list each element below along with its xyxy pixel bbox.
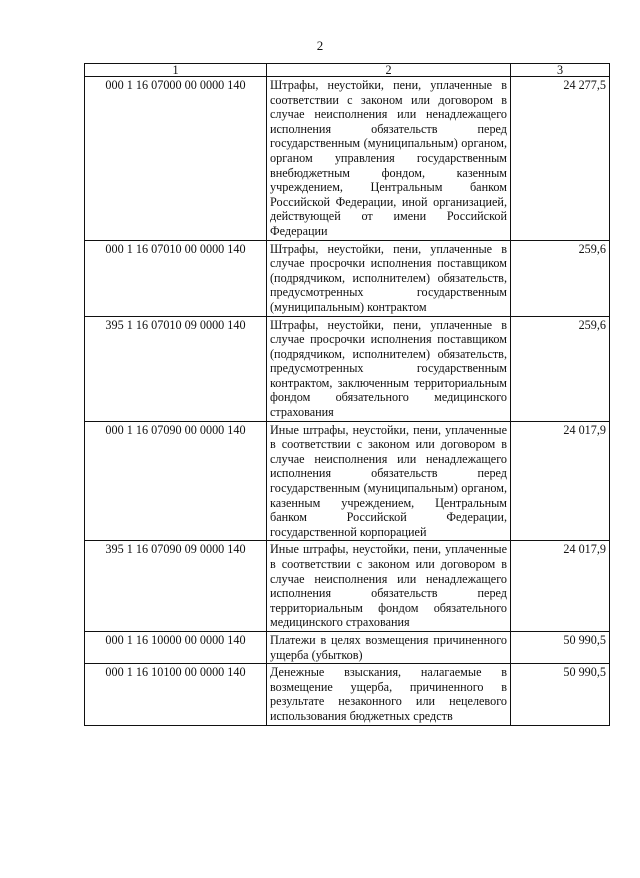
table-row: [85, 77, 610, 241]
row-code: 000 1 16 10000 00 0000 140: [85, 631, 267, 663]
row-amount: 50 990,5: [511, 631, 610, 663]
page-number: 2: [316, 38, 324, 53]
row-description: Платежи в целях возмещения причиненного ущерба (убытков): [267, 631, 511, 663]
row-amount: 259,6: [511, 240, 610, 316]
table-header-row: [85, 64, 610, 77]
budget-table: [84, 63, 610, 726]
row-description: Иные штрафы, неустойки, пени, уплаченные в соответствии с законом или договором в случае неисполнения или ненадлежащего исполнения обязательств перед государственным (муниципальным) органом, казенным учреждением, Центральным банком Российской Федерации, государственной корпорацией: [267, 421, 511, 541]
table-row: [85, 316, 610, 421]
row-description: Штрафы, неустойки, пени, уплаченные в соответствии с законом или договором в случае неисполнения или ненадлежащего исполнения обязательств перед государственным (муниципальным) органом, органом управления государственным внебюджетным фондом, казенным учреждением, Центральным банком Российской Федерации, иной организацией, действующей от имени Российской Федерации: [267, 77, 511, 241]
table-row: [85, 664, 610, 725]
row-code: 000 1 16 07000 00 0000 140: [85, 77, 267, 241]
row-description: Штрафы, неустойки, пени, уплаченные в случае просрочки исполнения поставщиком (подрядчиком, исполнителем) обязательств, предусмотренных государственным контрактом, заключенным территориальным фондом обязательного медицинского страхования: [267, 316, 511, 421]
table-row: [85, 631, 610, 663]
row-amount: 259,6: [511, 316, 610, 421]
row-code: 000 1 16 07090 00 0000 140: [85, 421, 267, 541]
row-description: Штрафы, неустойки, пени, уплаченные в случае просрочки исполнения поставщиком (подрядчиком, исполнителем) обязательств, предусмотренных государственным (муниципальным) контрактом: [267, 240, 511, 316]
column-header-amount: 3: [511, 64, 610, 77]
row-code: 000 1 16 07010 00 0000 140: [85, 240, 267, 316]
row-code: 395 1 16 07010 09 0000 140: [85, 316, 267, 421]
row-description: Денежные взыскания, налагаемые в возмещение ущерба, причиненного в результате незаконного или нецелевого использования бюджетных средств: [267, 664, 511, 725]
table-row: [85, 421, 610, 541]
row-amount: 24 277,5: [511, 77, 610, 241]
row-description: Иные штрафы, неустойки, пени, уплаченные в соответствии с законом или договором в случае неисполнения или ненадлежащего исполнения обязательств перед территориальным фондом обязательного медицинского страхования: [267, 541, 511, 632]
row-code: 000 1 16 10100 00 0000 140: [85, 664, 267, 725]
column-header-description: 2: [267, 64, 511, 77]
row-amount: 24 017,9: [511, 421, 610, 541]
row-amount: 50 990,5: [511, 664, 610, 725]
row-code: 395 1 16 07090 09 0000 140: [85, 541, 267, 632]
table-row: [85, 541, 610, 632]
table-row: [85, 240, 610, 316]
row-amount: 24 017,9: [511, 541, 610, 632]
column-header-code: 1: [85, 64, 267, 77]
